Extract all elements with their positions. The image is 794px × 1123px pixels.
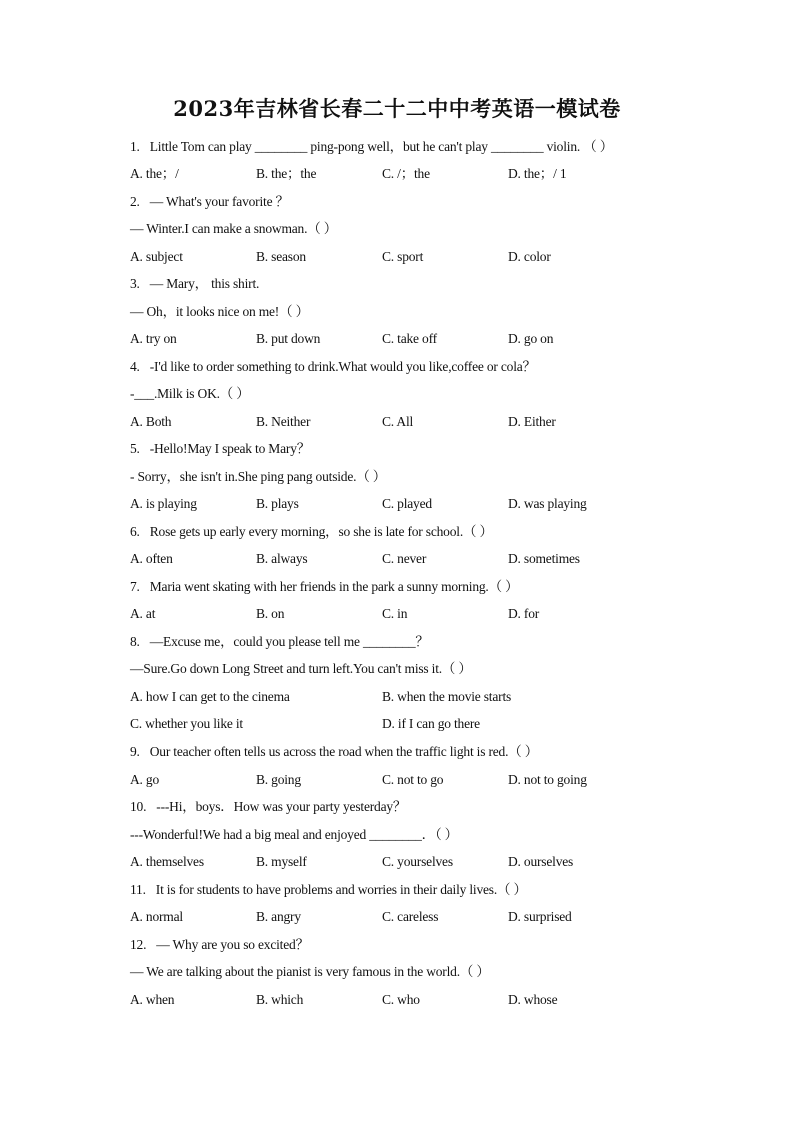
question-text: Rose gets up early every morning，so she is late for school.（ ）: [149, 524, 493, 539]
option-d[interactable]: D. surprised: [508, 909, 572, 924]
question-2-stem: [130, 192, 289, 212]
question-text: —Excuse me，could you please tell me ________？: [149, 634, 429, 649]
option-c[interactable]: C. sport: [382, 249, 424, 264]
option-d[interactable]: D. not to going: [508, 772, 587, 787]
option-d[interactable]: D. if I can go there: [382, 716, 480, 731]
option-b[interactable]: B. plays: [256, 496, 299, 511]
question-11-stem: [130, 880, 527, 900]
question-text: Little Tom can play ________ ping-pong well，but he can't play ________ violin. （ ）: [149, 139, 614, 154]
question-text: ---Hi，boys．How was your party yesterday？: [156, 799, 407, 814]
option-b[interactable]: B. put down: [256, 331, 321, 346]
option-a[interactable]: A. subject: [130, 249, 183, 264]
option-a[interactable]: A. Both: [130, 414, 172, 429]
question-text: It is for students to have problems and worries in their daily lives.（ ）: [155, 882, 527, 897]
question-1-stem: [130, 137, 613, 157]
option-a[interactable]: A. try on: [130, 331, 177, 346]
option-d[interactable]: D. Either: [508, 414, 556, 429]
option-d[interactable]: D. sometimes: [508, 551, 580, 566]
question-number: 10.: [130, 799, 147, 814]
question-number: 8.: [130, 634, 140, 649]
option-a[interactable]: A. when: [130, 992, 175, 1007]
option-a[interactable]: A. often: [130, 551, 173, 566]
question-6-stem: [130, 522, 493, 542]
question-number: 1.: [130, 139, 140, 154]
option-d[interactable]: D. the；/ 1: [508, 166, 567, 181]
question-text: Maria went skating with her friends in the park a sunny morning.（ ）: [149, 579, 519, 594]
question-number: 12.: [130, 937, 147, 952]
question-text: — What's your favorite ？: [149, 194, 289, 209]
question-text: Our teacher often tells us across the road when the traffic light is red.（ ）: [149, 744, 539, 759]
question-5-reply: - Sorry，she isn't in.She ping pang outside.（ ）: [130, 469, 387, 484]
question-12-reply: — We are talking about the pianist is very famous in the world.（ ）: [130, 964, 490, 979]
option-b[interactable]: B. going: [256, 772, 301, 787]
question-text: — Mary， this shirt.: [149, 276, 260, 291]
option-c[interactable]: C. whether you like it: [130, 716, 243, 731]
question-text: -Hello!May I speak to Mary？: [149, 441, 311, 456]
question-2-reply: — Winter.I can make a snowman.（ ）: [130, 221, 338, 236]
question-text: — Why are you so excited？: [156, 937, 309, 952]
option-a[interactable]: A. themselves: [130, 854, 204, 869]
option-c[interactable]: C. /；the: [382, 166, 430, 181]
question-number: 11.: [130, 882, 146, 897]
option-d[interactable]: D. go on: [508, 331, 554, 346]
option-c[interactable]: C. take off: [382, 331, 437, 346]
option-a[interactable]: A. at: [130, 606, 156, 621]
page-title: 2023年吉林省长春二十二中中考英语一模试卷: [173, 96, 621, 121]
option-c[interactable]: C. who: [382, 992, 420, 1007]
question-4-reply: -___.Milk is OK.（ ）: [130, 386, 250, 401]
question-8-reply: —Sure.Go down Long Street and turn left.You can't miss it.（ ）: [130, 661, 472, 676]
question-number: 2.: [130, 194, 140, 209]
option-c[interactable]: C. in: [382, 606, 408, 621]
option-b[interactable]: B. which: [256, 992, 304, 1007]
option-c[interactable]: C. not to go: [382, 772, 444, 787]
option-b[interactable]: B. on: [256, 606, 285, 621]
question-8-stem: [130, 632, 429, 652]
question-5-stem: [130, 439, 310, 459]
option-b[interactable]: B. season: [256, 249, 306, 264]
option-d[interactable]: D. for: [508, 606, 540, 621]
option-b[interactable]: B. Neither: [256, 414, 311, 429]
question-number: 4.: [130, 359, 140, 374]
question-10-reply: ---Wonderful!We had a big meal and enjoyed ________．（ ）: [130, 827, 458, 842]
option-a[interactable]: A. normal: [130, 909, 183, 924]
option-b[interactable]: B. when the movie starts: [382, 689, 512, 704]
question-10-stem: [130, 797, 406, 817]
option-c[interactable]: C. yourselves: [382, 854, 453, 869]
option-d[interactable]: D. whose: [508, 992, 558, 1007]
option-d[interactable]: D. was playing: [508, 496, 587, 511]
question-9-stem: [130, 742, 538, 762]
question-number: 7.: [130, 579, 140, 594]
option-b[interactable]: B. myself: [256, 854, 307, 869]
option-c[interactable]: C. careless: [382, 909, 439, 924]
option-b[interactable]: B. always: [256, 551, 308, 566]
option-c[interactable]: C. All: [382, 414, 414, 429]
option-a[interactable]: A. go: [130, 772, 159, 787]
option-b[interactable]: B. angry: [256, 909, 301, 924]
option-a[interactable]: A. is playing: [130, 496, 197, 511]
question-7-stem: [130, 577, 518, 597]
question-text: -I'd like to order something to drink.What would you like,coffee or cola？: [149, 359, 536, 374]
option-b[interactable]: B. the；the: [256, 166, 317, 181]
question-number: 6.: [130, 524, 140, 539]
option-d[interactable]: D. ourselves: [508, 854, 574, 869]
question-number: 5.: [130, 441, 140, 456]
option-c[interactable]: C. played: [382, 496, 432, 511]
option-c[interactable]: C. never: [382, 551, 427, 566]
question-number: 3.: [130, 276, 140, 291]
option-d[interactable]: D. color: [508, 249, 551, 264]
question-number: 9.: [130, 744, 140, 759]
option-a[interactable]: A. the；/: [130, 166, 179, 181]
question-3-stem: [130, 274, 259, 294]
question-3-reply: — Oh，it looks nice on me!（ ）: [130, 304, 309, 319]
option-a[interactable]: A. how I can get to the cinema: [130, 689, 290, 704]
question-4-stem: [130, 357, 536, 377]
question-12-stem: [130, 935, 309, 955]
